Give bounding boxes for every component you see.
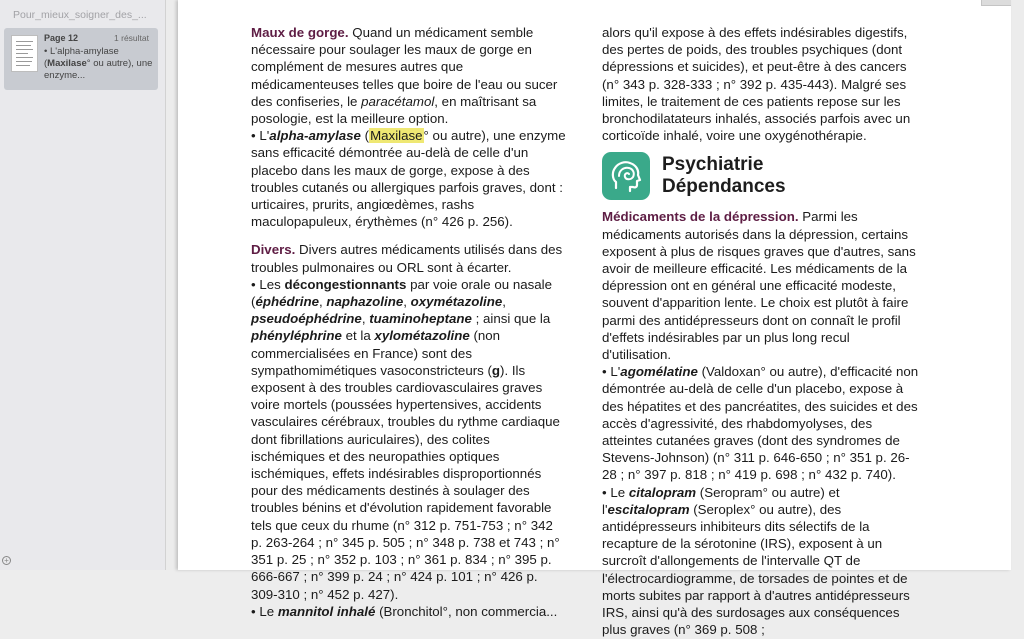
paragraph-bronchi: alors qu'il expose à des effets indésirables digestifs, des pertes de poids, des troubles psychiques (dont dépressions et suicides), et peut-être à des cancers (n° 343 p. 328-333 ; n° 392 p. 435-443). Malgré ses limites, le traitement de ces patients repose sur les bronchodilatateurs inhalés, associés parfois avec un corticoïde inhalé, voire une oxygénothérapie.: [602, 25, 911, 144]
heading-divers: Divers.: [251, 242, 296, 258]
paragraph-divers: Divers. Divers autres médicaments utilisés dans des troubles pulmonaires ou ORL sont à écarter.: [251, 242, 563, 275]
document-viewport[interactable]: [166, 0, 1024, 638]
page-corner: [981, 0, 1011, 6]
heading-sore-throat: Maux de gorge.: [251, 25, 349, 40]
left-column: [251, 24, 567, 620]
sidebar: [0, 0, 166, 570]
result-snippet: • L'alpha-amylase (Maxilase° ou autre), une enzyme...: [44, 46, 153, 81]
paragraph-citalopram: • Le citalopram (Seropram° ou autre) et l'escitalopram (Seroplex° ou autre), des antidépresseurs inhibiteurs dits sélectifs de la recapture de la sérotonine (IRS), exposent à un surcroît d'allongements de l'intervalle QT de l'électrocardiogramme, de torsades de pointes et de morts subites par rapport à d'autres antidépresseurs IRS, ainsi qu'à des surdosages aux conséquences plus graves (n° 369 p. 508 ;: [602, 484, 910, 638]
section-psychiatrie: [602, 152, 922, 200]
head-maze-icon: [602, 152, 650, 200]
section-title: Psychiatrie Dépendances: [662, 154, 786, 198]
heading-depression: Médicaments de la dépression.: [602, 209, 799, 225]
paragraph-agomelatine: • L'agomélatine (Valdoxan° ou autre), d'efficacité non démontrée au-delà de celle d'un placebo, expose à des hépatites et des pancréatites, des suicides et des accès d'agressivité, des rhabdomyolyses, des atteintes cutanées graves (dont des syndromes de Stevens-Johnson) (n° 311 p. 646-650 ; n° 351 p. 26-28 ; n° 397 p. 818 ; n° 419 p. 698 ; n° 432 p. 740).: [602, 364, 919, 483]
result-page-label: Page 12: [44, 33, 79, 43]
document-page: [178, 0, 1011, 638]
search-highlight: Maxilase: [370, 128, 423, 144]
paragraph-mannitol: • Le mannitol inhalé (Bronchitol°, non commercia...: [251, 603, 558, 619]
paragraph-sore-throat: Maux de gorge. Quand un médicament semble nécessaire pour soulager les maux de gorge en complément de mesures autres que médicamenteuses telles que boire de l'eau ou sucer des confiseries, le paracétamol, en maîtrisant sa posologie, est la meilleure option.: [251, 25, 558, 127]
page-thumbnail[interactable]: [11, 35, 38, 72]
document-title[interactable]: Pour_mieux_soigner_des_...: [13, 9, 147, 21]
paragraph-depression: Médicaments de la dépression. Parmi les médicaments autorisés dans la dépression, certains exposent à plus de risques graves que d'autres, sans avoir de meilleure efficacité. Les médicaments de la dépression ont en général une efficacité modeste, souvent d'apparition lente. Le choix est plutôt à faire parmi des antidépresseurs dont on connaît le profil d'effets indésirables par un plus long recul d'utilisation.: [602, 209, 916, 363]
paragraph-alpha-amylase: • L'alpha-amylase (Maxilase° ou autre), une enzyme sans efficacité démontrée au-delà de celle d'un placebo dans les maux de gorge, expose à des troubles cutanés ou allergiques parfois graves, dont : urticaires, prurits, angiœdèmes, rashs maculopapuleux, érythèmes (n° 426 p. 256).: [251, 128, 566, 230]
result-count: 1 résultat: [114, 33, 149, 43]
add-icon[interactable]: +: [2, 556, 11, 565]
right-column: [602, 24, 922, 639]
search-result-item[interactable]: [4, 28, 158, 90]
paragraph-decongestants: • Les décongestionnants par voie orale ou nasale (éphédrine, naphazoline, oxymétazoline, pseudoéphédrine, tuaminoheptane ; ainsi que la phényléphrine et la xylométazoline (non commercialisées en France) sont des sympathomimétiques vasoconstricteurs (g). Ils exposent à des troubles cardiovasculaires graves voire mortels (poussées hypertensives, accidents vasculaires cérébraux, troubles du rythme cardiaque dont fibrillations auriculaires), des colites ischémiques et des neuropathies optiques ischémiques, effets indésirables disproportionnés pour des médicaments destinés à soulager des troubles bénins et d'évolution rapidement favorable tels que ceux du rhume (n° 312 p. 751-753 ; n° 342 p. 263-264 ; n° 345 p. 505 ; n° 348 p. 738 et 743 ; n° 351 p. 25 ; n° 352 p. 103 ; n° 361 p. 834 ; n° 395 p. 666-667 ; n° 399 p. 24 ; n° 424 p. 101 ; n° 426 p. 309-310 ; n° 452 p. 427).: [251, 276, 560, 602]
